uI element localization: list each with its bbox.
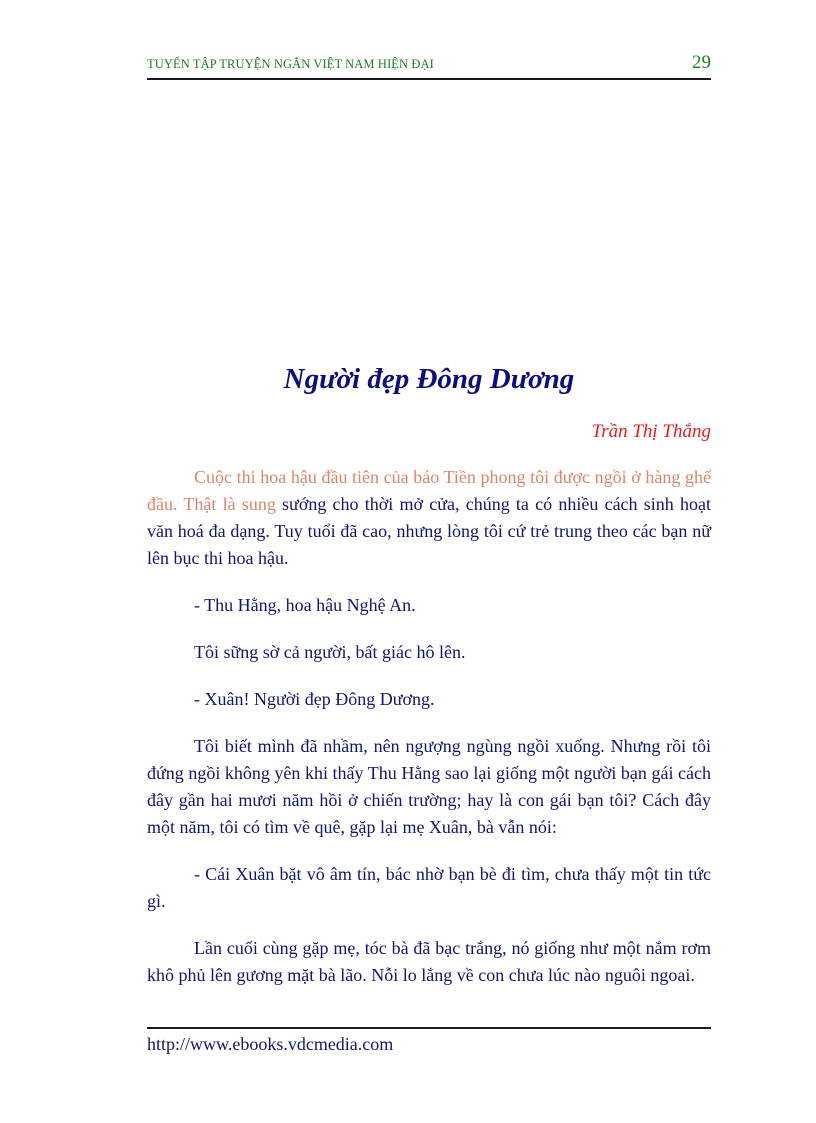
paragraph-6: - Cái Xuân bặt vô âm tín, bác nhờ bạn bè đi tìm, chưa thấy một tin tức gì. [147,864,711,911]
highlighted-text: Cuộc thi hoa hậu đầu tiên của báo Tiền phong tôi được ngồi ở hàng ghế đầu. Thật là sung [147,467,711,514]
paragraph-7: Lần cuối cùng gặp mẹ, tóc bà đã bạc trắng, nó giống như một nắm rơm khô phủ lên gương mặt bà lão. Nỗi lo lắng về con chưa lúc nào nguôi ngoai. [147,938,711,985]
book-title: TUYỂN TẬP TRUYỆN NGẮN VIỆT NAM HIỆN ĐẠI [147,57,434,71]
paragraph-3: Tôi sững sờ cả người, bất giác hô lên. [194,642,466,662]
author-name: Trần Thị Thắng [591,421,711,442]
paragraph-1 [147,464,711,572]
story-title: Người đẹp Đông Dương [283,363,575,395]
running-header [147,52,711,80]
paragraph-4: - Xuân! Người đẹp Đông Dương. [194,689,435,709]
story-body [147,464,711,1009]
footer-link[interactable]: http://www.ebooks.vdcmedia.com [147,1034,394,1054]
paragraph-1-rest: sướng cho thời mở cửa, chúng ta có nhiều cách sinh hoạt văn hoá đa dạng. Tuy tuổi đã cao, nhưng lòng tôi cứ trẻ trung theo các bạn nữ lên bục thi hoa hậu. [147,494,711,568]
footer-divider [147,1027,711,1029]
paragraph-5: Tôi biết mình đã nhầm, nên ngượng ngùng ngồi xuống. Nhưng rồi tôi đứng ngồi không yên khi thấy Thu Hằng sao lại giống một người bạn gái cách đây gần hai mươi năm hồi ở chiến trường; hay là con gái bạn tôi? Cách đây một năm, tôi có tìm về quê, gặp lại mẹ Xuân, bà vẫn nói: [147,736,711,837]
paragraph-2: - Thu Hằng, hoa hậu Nghệ An. [194,595,416,615]
page-number: 29 [692,52,711,73]
